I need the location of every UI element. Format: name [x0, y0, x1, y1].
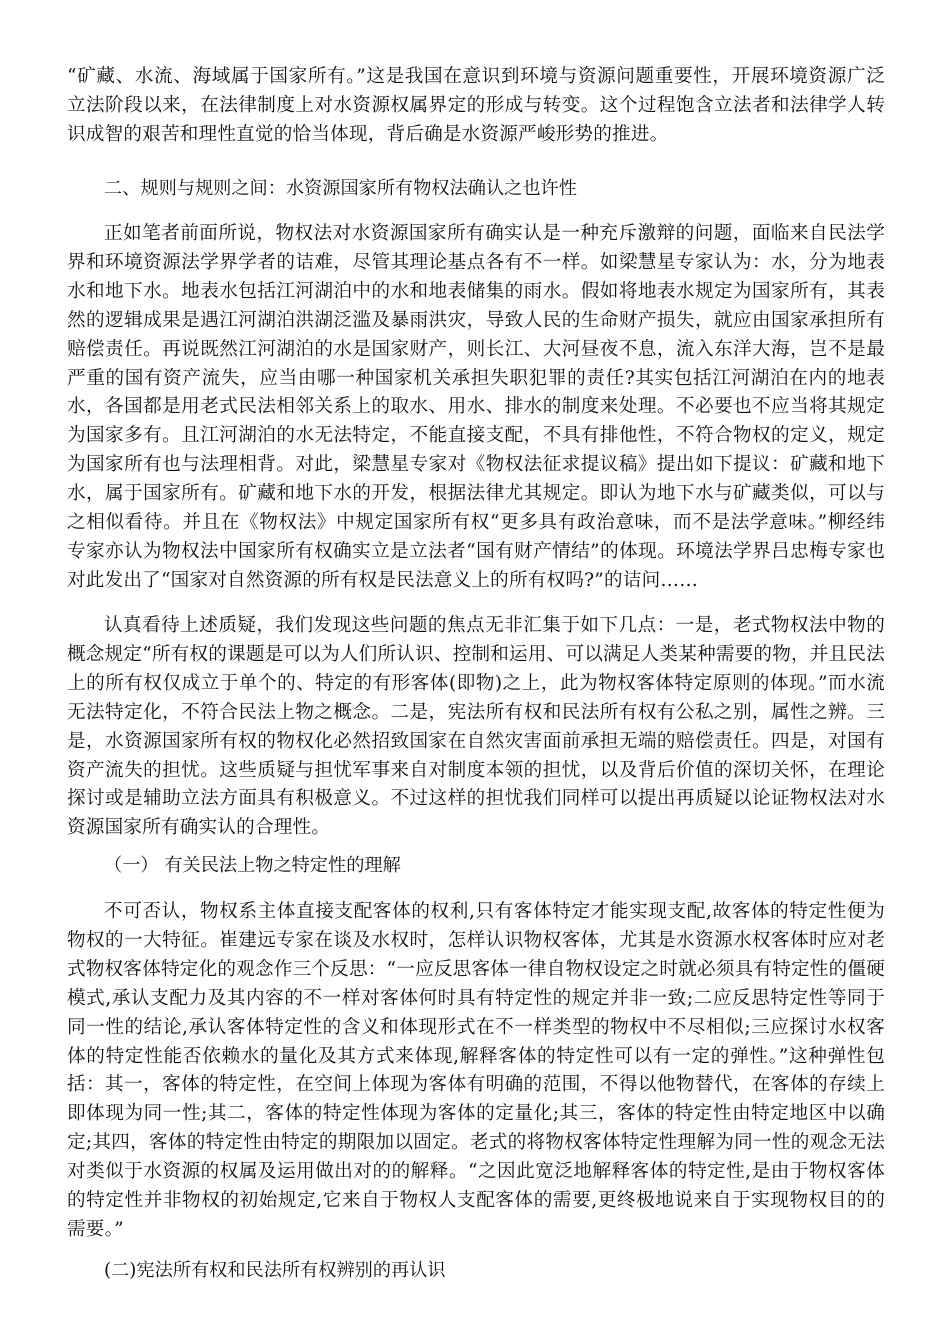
subsection-heading: （一） 有关民法上物之特定性的理解 — [104, 855, 401, 876]
body-paragraph: 认真看待上述质疑，我们发现这些问题的焦点无非汇集于如下几点：一是，老式物权法中物的概念规定“所有权的课题是可以为人们所认识、控制和运用、可以满足人类某种需要的物，并且民法上的所有权仅成立于单个的、特定的有形客体(即物)之上，此为物权客体特定原则的体现。”而水流无法特定化，不符合民法上物之概念。二是，宪法所有权和民法所有权有公私之别，属性之辨。三是，水资源国家所有权的物权化必然招致国家在自然灾害面前承担无端的赔偿责任。四是，对国有资产流失的担忧。这些质疑与担忧军事来自对制度本领的担忧，以及背后价值的深切关怀，在理论探讨或是辅助立法方面具有积极意义。不过这样的担忧我们同样可以提出再质疑以论证物权法对水资源国家所有确实认的合理性。 — [67, 615, 885, 839]
body-paragraph: 正如笔者前面所说，物权法对水资源国家所有确实认是一种充斥激辩的问题，面临来自民法学界和环境资源法学界学者的诘难，尽管其理论基点各有不一样。如梁慧星专家认为：水，分为地表水和地下水。地表水包括江河湖泊中的水和地表储集的雨水。假如将地表水规定为国家所有，其表然的逻辑成果是遇江河湖泊洪湖泛滥及暴雨洪灾，导致人民的生命财产损失，就应由国家承担所有赔偿责任。再说既然江河湖泊的水是国家财产，则长江、大河昼夜不息，流入东洋大海，岂不是最严重的国有资产流失，应当由哪一种国家机关承担失职犯罪的责任?其实包括江河湖泊在内的地表水，各国都是用老式民法相邻关系上的取水、用水、排水的制度来处理。不必要也不应当将其规定为国家多有。且江河湖泊的水无法特定，不能直接支配，不具有排他性，不符合物权的定义，规定为国家所有也与法理相背。对此，梁慧星专家对《物权法征求提议稿》提出如下提议：矿藏和地下水，属于国家所有。矿藏和地下水的开发，根据法律尤其规定。即认为地下水与矿藏类似，可以与之相似看待。并且在《物权法》中规定国家所有权“更多具有政治意味，而不是法学意味。”柳经纬专家亦认为物权法中国家所有权确实立是立法者“国有财产情结”的体现。环境法学界吕忠梅专家也对此发出了“国家对自然资源的所有权是民法意义上的所有权吗?”的诘问…… — [67, 223, 885, 591]
body-paragraph: “矿藏、水流、海域属于国家所有。”这是我国在意识到环境与资源问题重要性，开展环境资源广泛立法阶段以来，在法律制度上对水资源权属界定的形成与转变。这个过程饱含立法者和法律学人转识成智的艰苦和理性直觉的恰当体现，背后确是水资源严峻形势的推进。 — [67, 66, 885, 145]
subsection-heading: (二)宪法所有权和民法所有权辨别的再认识 — [104, 1260, 446, 1281]
body-paragraph: 不可否认，物权系主体直接支配客体的权利,只有客体特定才能实现支配,故客体的特定性便为物权的一大特征。崔建远专家在谈及水权时，怎样认识物权客体，尤其是水资源水权客体时应对老式物权客体特定化的观念作三个反思：“一应反思客体一律自物权设定之时就必须具有特定性的僵硬模式,承认支配力及其内容的不一样对客体何时具有特定性的规定并非一致;二应反思特定性等同于同一性的结论,承认客体特定性的含义和体现形式在不一样类型的物权中不尽相似;三应探讨水权客体的特定性能否依赖水的量化及其方式来体现,解释客体的特定性可以有一定的弹性。”这种弹性包括：其一，客体的特定性，在空间上体现为客体有明确的范围，不得以他物替代，在客体的存续上即体现为同一性;其二，客体的特定性体现为客体的定量化;其三，客体的特定性由特定地区中以确定;其四，客体的特定性由特定的期限加以固定。老式的将物权客体特定性理解为同一性的观念无法对类似于水资源的权属及运用做出对的的解释。“之因此宽泛地解释客体的特定性,是由于物权客体的特定性并非物权的初始规定,它来自于物权人支配客体的需要,更终极地说来自于实现物权目的的需要。” — [67, 901, 885, 1240]
section-heading: 二、规则与规则之间：水资源国家所有物权法确认之也许性 — [104, 178, 577, 199]
